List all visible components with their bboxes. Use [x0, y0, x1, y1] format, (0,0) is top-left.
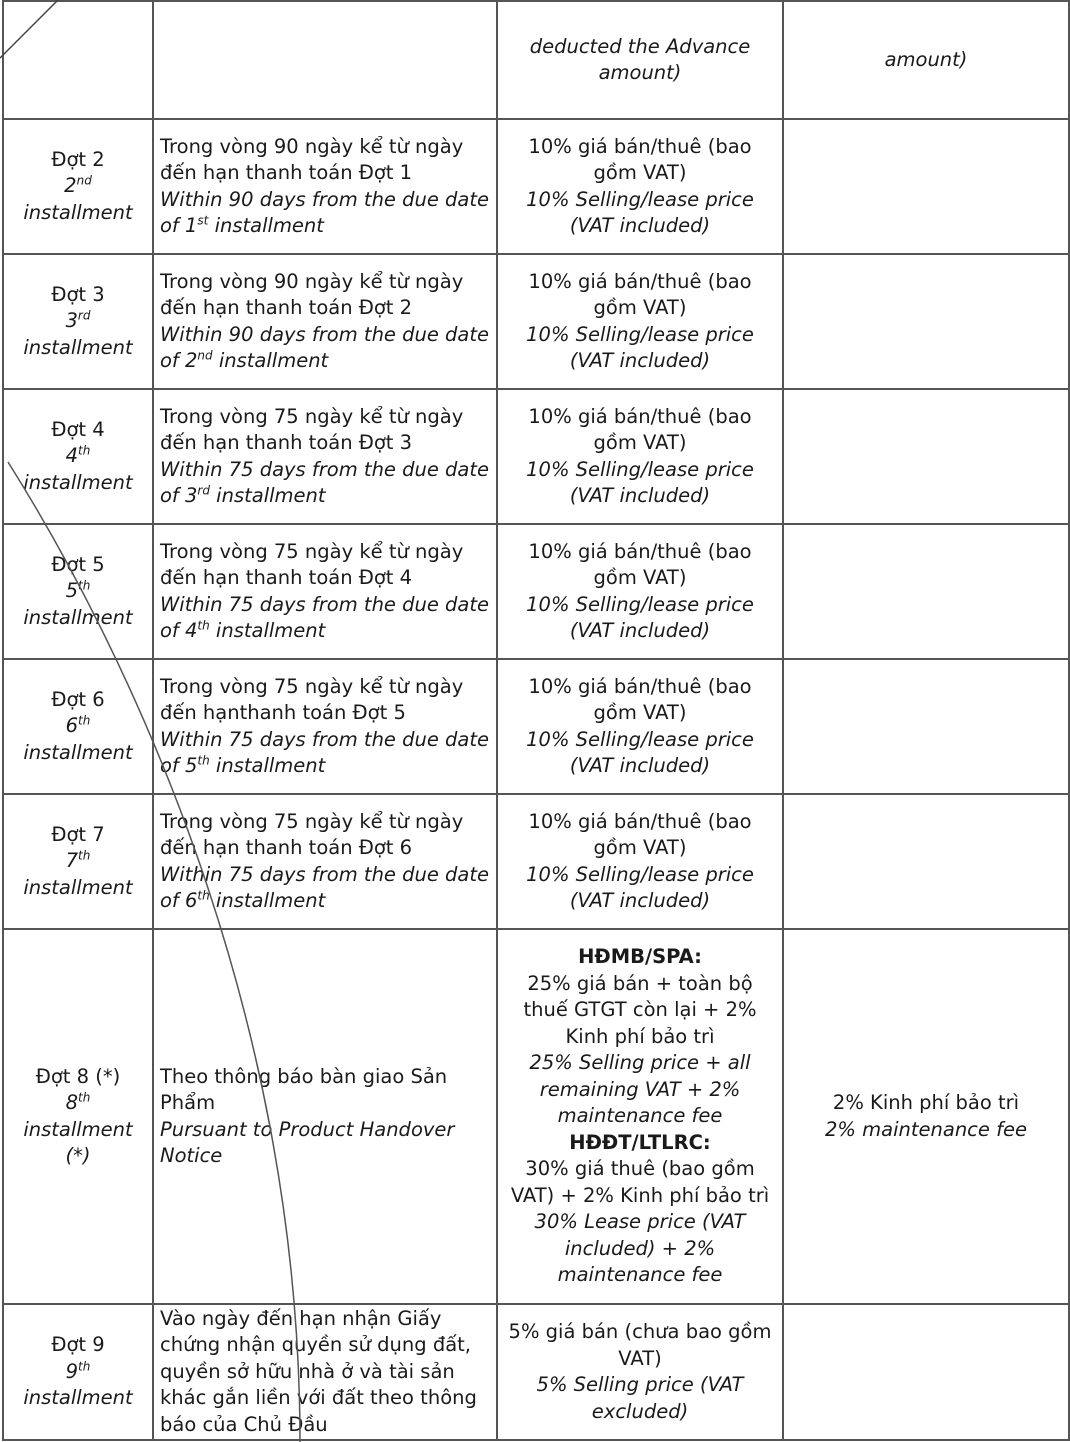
timing-cell — [153, 794, 497, 929]
col4-en: 2% maintenance fee — [825, 1117, 1027, 1141]
stage-label-en: installment — [23, 335, 133, 359]
timing-vi: Trong vòng 75 ngày kể từ ngày đến hạnthanh toán Đợt 5 — [160, 674, 464, 724]
stage-label-en: installment — [23, 1117, 133, 1141]
amount-vi: 5% giá bán (chưa bao gồm VAT) — [508, 1320, 772, 1370]
cell-empty — [3, 1, 153, 119]
amount-en: 10% Selling/lease price (VAT included) — [526, 727, 754, 777]
table-row-header-tail — [3, 1, 1069, 119]
col4-cell — [783, 929, 1069, 1304]
amount-en: 10% Selling/lease price (VAT included) — [526, 322, 754, 372]
timing-cell — [153, 389, 497, 524]
stage-cell — [3, 119, 153, 254]
stage-cell — [3, 659, 153, 794]
amount-vi: 10% giá bán/thuê (bao gồm VAT) — [528, 134, 752, 184]
timing-en: Within 75 days from the due date of 4th installment — [160, 592, 490, 642]
amount-en: 10% Selling/lease price (VAT included) — [526, 862, 754, 912]
stage-label-vi: Đợt 7 — [51, 822, 105, 846]
amount-vi: 10% giá bán/thuê (bao gồm VAT) — [528, 674, 752, 724]
stage-ordinal: 2nd — [64, 173, 92, 198]
stage-ordinal: 9th — [65, 1359, 91, 1383]
col4-vi: 2% Kinh phí bảo trì — [832, 1091, 1020, 1114]
timing-en: Within 75 days from the due date of 5th installment — [160, 727, 490, 777]
stage-label-en: installment — [23, 1386, 133, 1410]
col4-cell — [783, 1304, 1069, 1440]
amount-cell — [497, 659, 783, 794]
spa-amount-vi: 25% giá bán + toàn bộ thuế GTGT còn lại + 2% Kinh phí bảo trì — [523, 971, 757, 1048]
stage-label-vi: Đợt 5 — [51, 552, 105, 576]
timing-vi: Trong vòng 75 ngày kể từ ngày đến hạn thanh toán Đợt 4 — [160, 539, 464, 589]
timing-vi: Vào ngày đến hạn nhận Giấy chứng nhận quyền sử dụng đất, quyền sở hữu nhà ở và tài sản khác gắn liền với đất theo thông báo của Chủ Đầu — [160, 1306, 477, 1436]
amount-vi: 10% giá bán/thuê (bao gồm VAT) — [528, 809, 752, 859]
timing-vi: Trong vòng 90 ngày kể từ ngày đến hạn thanh toán Đợt 2 — [160, 269, 464, 319]
stage-cell — [3, 524, 153, 659]
timing-vi: Trong vòng 75 ngày kể từ ngày đến hạn thanh toán Đợt 3 — [160, 404, 464, 454]
timing-cell — [153, 659, 497, 794]
table-row — [3, 659, 1069, 794]
lease-amount-vi: 30% giá thuê (bao gồm VAT) + 2% Kinh phí bảo trì — [510, 1157, 770, 1207]
timing-en: Pursuant to Product Handover Notice — [160, 1117, 455, 1167]
amount-cell — [497, 794, 783, 929]
amount-cell — [497, 524, 783, 659]
table-row — [3, 524, 1069, 659]
timing-vi: Theo thông báo bàn giao Sản Phẩm — [160, 1064, 448, 1114]
table-row — [3, 389, 1069, 524]
timing-en: Within 90 days from the due date of 1st installment — [160, 187, 490, 237]
col4-cell — [783, 794, 1069, 929]
timing-en: Within 75 days from the due date of 3rd installment — [160, 457, 490, 507]
stage-cell — [3, 1304, 153, 1440]
cell-empty — [153, 1, 497, 119]
table-row — [3, 119, 1069, 254]
stage-ordinal: 3rd — [65, 308, 91, 333]
stage-label-vi: Đợt 4 — [51, 417, 105, 441]
stage-ordinal: 6th — [65, 713, 91, 738]
col4-cell — [783, 659, 1069, 794]
spa-heading: HĐMB/SPA: — [578, 945, 702, 969]
stage-label-vi: Đợt 9 — [51, 1333, 105, 1357]
lease-amount-en: 30% Lease price (VAT included) + 2% maintenance fee — [534, 1210, 746, 1287]
lease-heading: HĐĐT/LTLRC: — [569, 1130, 711, 1154]
amount-cell — [497, 389, 783, 524]
table-row-installment-9 — [3, 1304, 1069, 1440]
amount-vi: 10% giá bán/thuê (bao gồm VAT) — [528, 539, 752, 589]
stage-label-en: installment — [23, 605, 133, 629]
col4-header-text: amount) — [884, 47, 968, 71]
stage-ordinal: 5th — [65, 578, 91, 603]
amount-cell — [497, 254, 783, 389]
amount-vi: 10% giá bán/thuê (bao gồm VAT) — [528, 269, 752, 319]
amount-cell — [497, 1304, 783, 1440]
timing-vi: Trong vòng 75 ngày kể từ ngày đến hạn thanh toán Đợt 6 — [160, 809, 464, 859]
timing-cell — [153, 524, 497, 659]
stage-label-vi: Đợt 8 (*) — [35, 1064, 121, 1088]
stage-label-vi: Đợt 6 — [51, 687, 105, 711]
timing-cell — [153, 254, 497, 389]
table-row — [3, 794, 1069, 929]
amount-cell — [497, 119, 783, 254]
table-row — [3, 254, 1069, 389]
amount-vi: 10% giá bán/thuê (bao gồm VAT) — [528, 404, 752, 454]
stage-label-en: installment — [23, 200, 133, 224]
stage-ordinal: 4th — [65, 443, 91, 468]
timing-en: Within 75 days from the due date of 6th installment — [160, 862, 490, 912]
col4-cell — [783, 254, 1069, 389]
stage-cell — [3, 929, 153, 1304]
col4-cell — [783, 524, 1069, 659]
stage-label-en: installment — [23, 470, 133, 494]
stage-label-en: installment — [23, 740, 133, 764]
timing-cell — [153, 1304, 497, 1440]
col4-cell — [783, 119, 1069, 254]
stage-ordinal: 8th — [65, 1090, 91, 1114]
amount-cell — [497, 929, 783, 1304]
payment-schedule-table — [2, 0, 1070, 1441]
amount-en: 5% Selling price (VAT excluded) — [536, 1373, 744, 1423]
stage-label-en: installment — [23, 875, 133, 899]
timing-cell — [153, 929, 497, 1304]
cell-amount-header-tail — [497, 1, 783, 119]
stage-label-vi: Đợt 2 — [51, 147, 105, 171]
amount-en: 10% Selling/lease price (VAT included) — [526, 187, 754, 237]
stage-label-vi: Đợt 3 — [51, 282, 105, 306]
timing-en: Within 90 days from the due date of 2nd installment — [160, 322, 490, 372]
amount-en: 10% Selling/lease price (VAT included) — [526, 457, 754, 507]
col4-cell — [783, 389, 1069, 524]
amount-header-text: deducted the Advance amount) — [529, 34, 751, 84]
spa-amount-en: 25% Selling price + all remaining VAT + 2% maintenance fee — [529, 1051, 751, 1128]
cell-col4-header-tail — [783, 1, 1069, 119]
timing-vi: Trong vòng 90 ngày kể từ ngày đến hạn thanh toán Đợt 1 — [160, 134, 464, 184]
stage-cell — [3, 794, 153, 929]
stage-footnote-marker: (*) — [65, 1144, 91, 1167]
stage-ordinal: 7th — [65, 848, 91, 873]
timing-cell — [153, 119, 497, 254]
table-row-installment-8 — [3, 929, 1069, 1304]
stage-cell — [3, 254, 153, 389]
stage-cell — [3, 389, 153, 524]
amount-en: 10% Selling/lease price (VAT included) — [526, 592, 754, 642]
